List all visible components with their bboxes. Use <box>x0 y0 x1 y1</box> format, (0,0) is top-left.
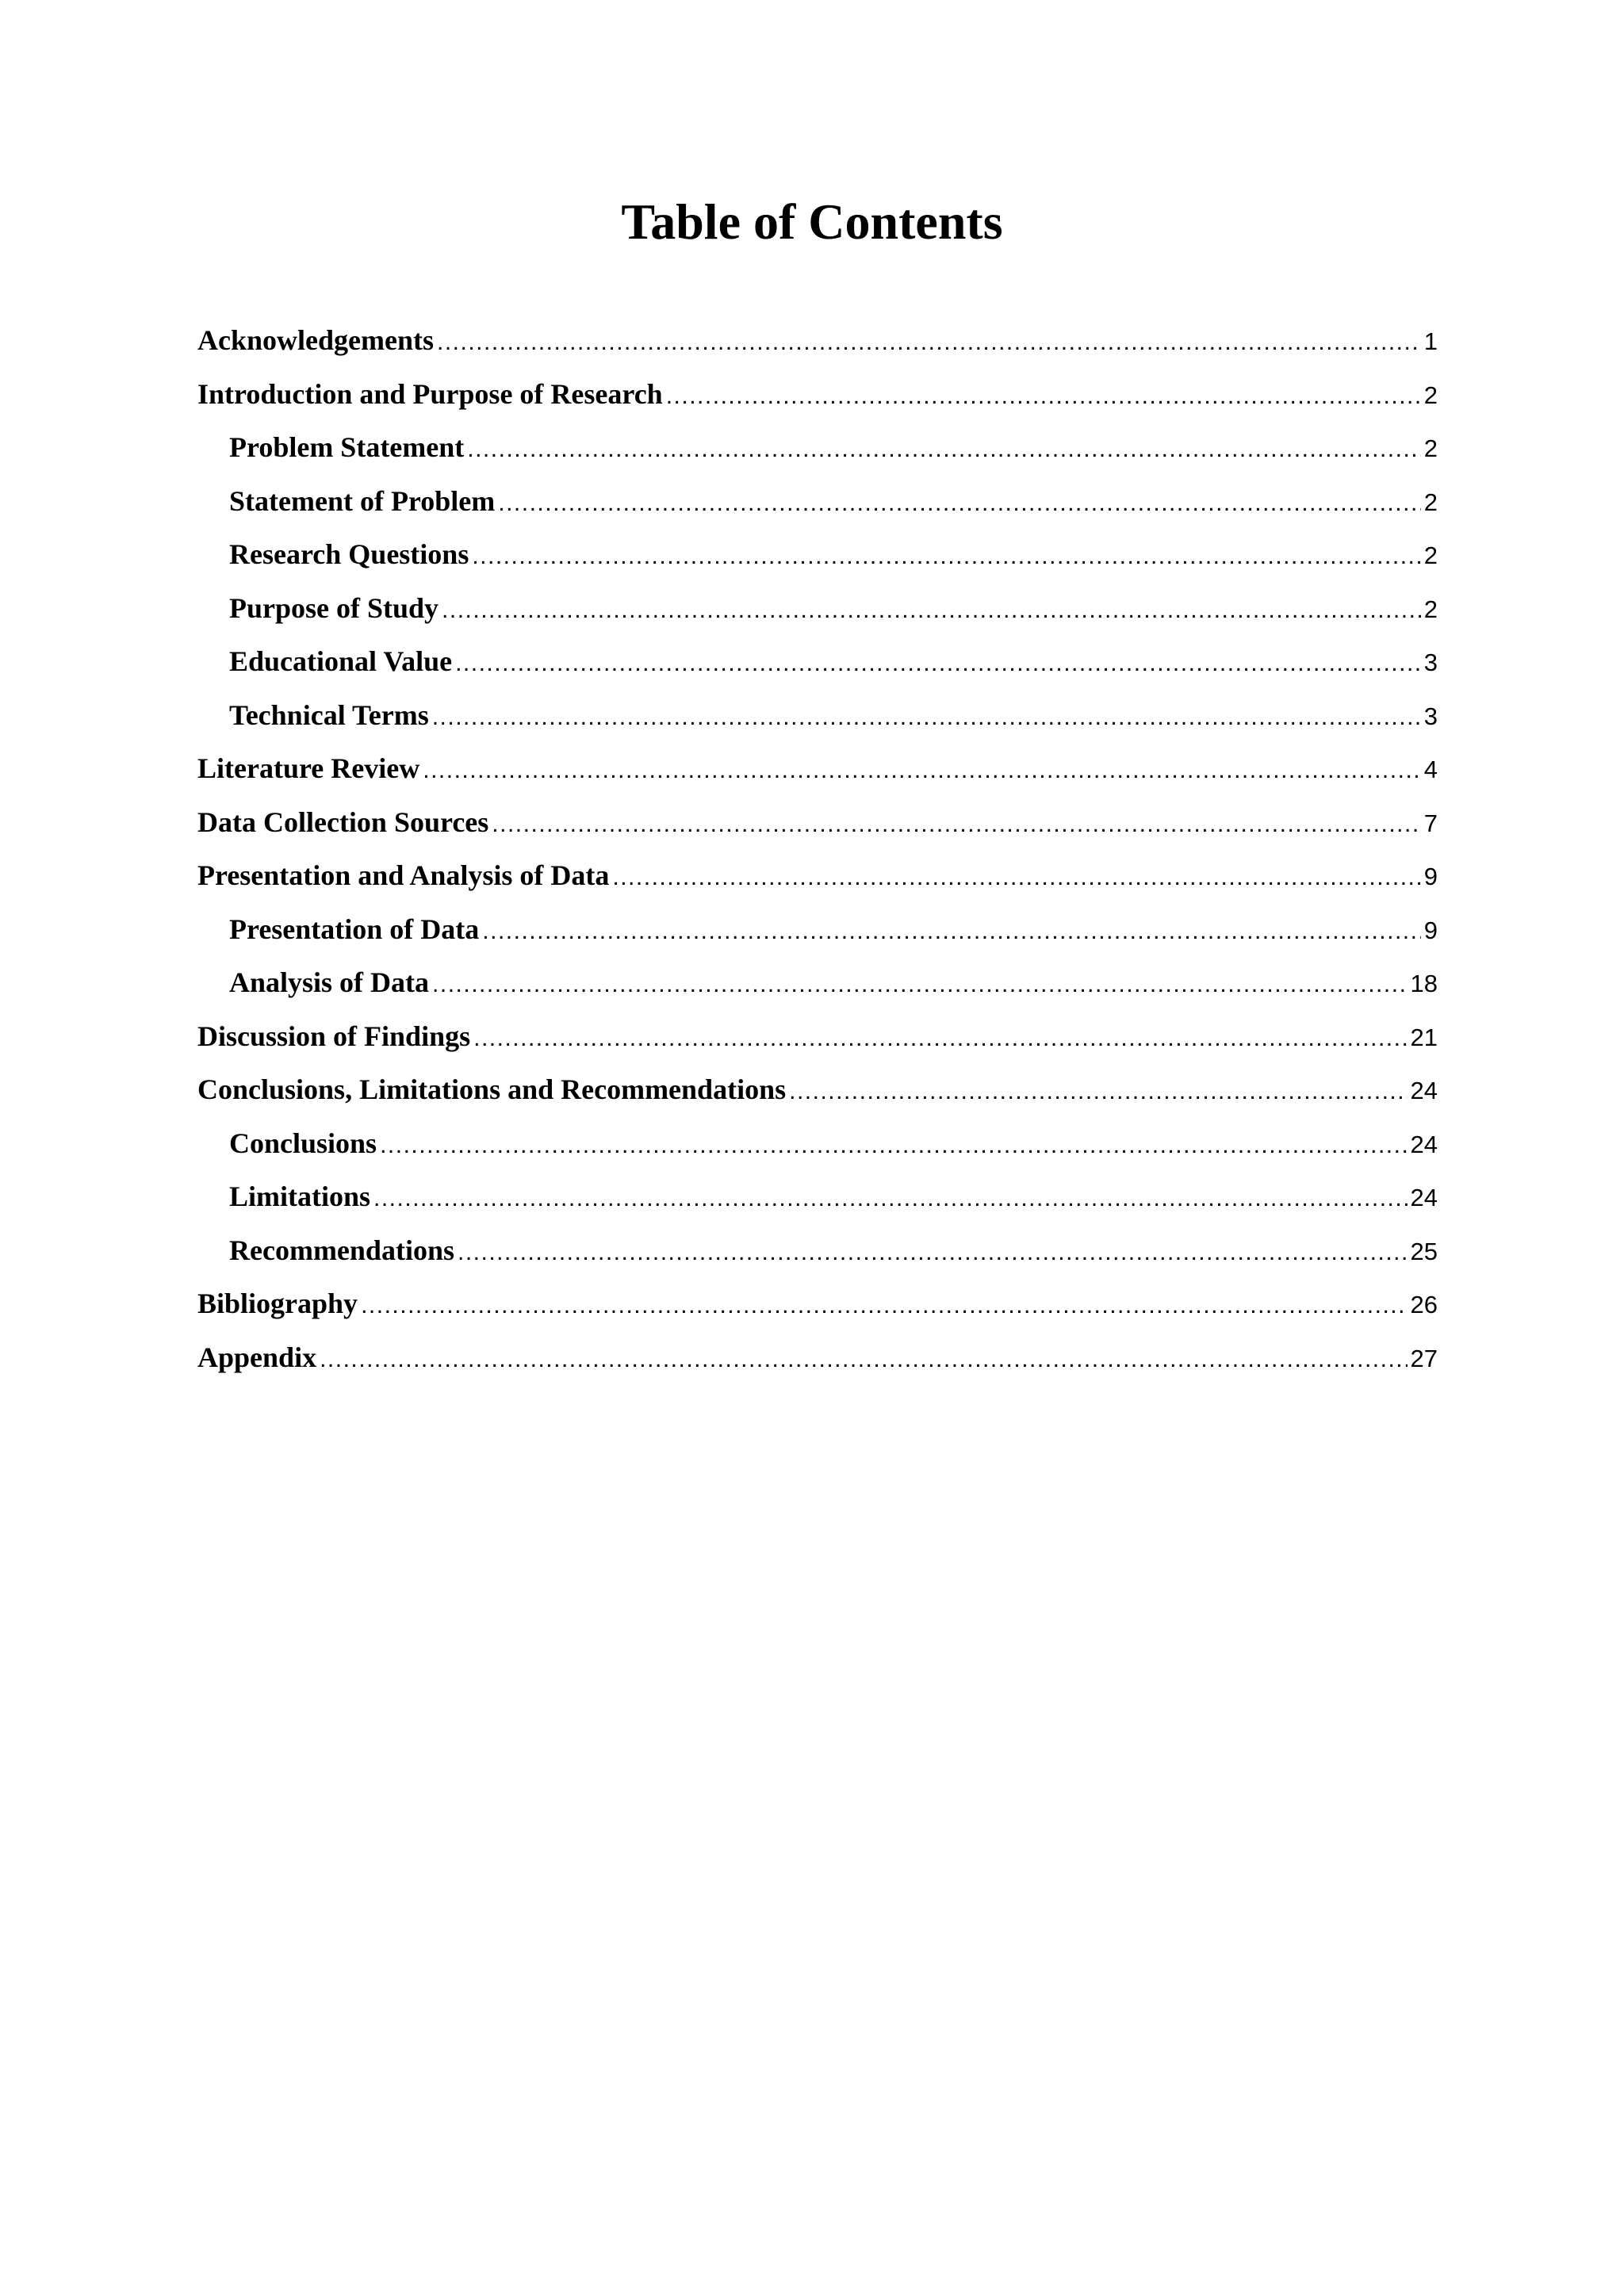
dot-leader <box>437 316 1421 369</box>
toc-entry-page-number: 9 <box>1423 863 1438 890</box>
toc-entry[interactable] <box>197 1117 1438 1171</box>
toc-entry-page-number: 2 <box>1423 488 1438 516</box>
toc-entry[interactable] <box>197 475 1438 529</box>
toc-entry[interactable] <box>197 796 1438 850</box>
dot-leader <box>361 1279 1407 1333</box>
toc-entry[interactable] <box>197 1277 1438 1331</box>
toc-entry-label: Conclusions <box>229 1127 377 1159</box>
dot-leader <box>380 1119 1407 1173</box>
dot-leader <box>473 1012 1407 1066</box>
dot-leader <box>423 744 1421 798</box>
dot-leader <box>492 798 1420 851</box>
toc-entry[interactable] <box>197 689 1438 743</box>
dot-leader <box>320 1333 1407 1387</box>
toc-entry-label: Statement of Problem <box>229 484 496 517</box>
dot-leader <box>458 1226 1408 1280</box>
toc-entry-page-number: 24 <box>1410 1130 1438 1158</box>
toc-entry[interactable] <box>197 956 1438 1010</box>
dot-leader <box>482 905 1420 959</box>
toc-entry-label: Educational Value <box>229 645 453 677</box>
toc-entry-label: Data Collection Sources <box>197 806 489 838</box>
toc-entry-page-number: 4 <box>1423 756 1438 783</box>
toc-entry-page-number: 24 <box>1410 1184 1438 1211</box>
toc-entry-page-number: 2 <box>1423 595 1438 623</box>
toc-entry[interactable] <box>197 903 1438 957</box>
toc-entry-page-number: 18 <box>1410 970 1438 997</box>
toc-entry-page-number: 21 <box>1410 1023 1438 1051</box>
toc-entry-label: Conclusions, Limitations and Recommendations <box>197 1073 787 1105</box>
toc-entry-label: Purpose of Study <box>229 591 439 624</box>
toc-entry-label: Research Questions <box>229 538 469 570</box>
toc-entry-label: Limitations <box>229 1181 371 1212</box>
toc-entry[interactable] <box>197 1224 1438 1278</box>
dot-leader <box>472 530 1420 584</box>
toc-entry[interactable] <box>197 1331 1438 1385</box>
toc-entry-label: Analysis of Data <box>229 966 430 998</box>
dot-leader <box>612 851 1420 905</box>
toc-entry-label: Problem Statement <box>229 431 465 463</box>
toc-entry-page-number: 3 <box>1423 702 1438 730</box>
toc-entry-label: Appendix <box>197 1341 317 1373</box>
toc-entry-page-number: 2 <box>1423 541 1438 569</box>
toc-entry-label: Presentation of Data <box>229 913 480 945</box>
toc-entry-label: Literature Review <box>197 752 420 784</box>
toc-entry-page-number: 1 <box>1423 327 1438 355</box>
toc-entry-page-number: 27 <box>1410 1344 1438 1372</box>
dot-leader <box>373 1172 1408 1226</box>
toc-entry-label: Acknowledgements <box>197 324 434 356</box>
toc-entry-label: Technical Terms <box>229 698 429 731</box>
toc-entry-page-number: 7 <box>1423 809 1438 837</box>
toc-entry-page-number: 2 <box>1423 381 1438 409</box>
toc-entry-page-number: 9 <box>1423 916 1438 944</box>
table-of-contents <box>197 314 1438 1384</box>
toc-entry-label: Introduction and Purpose of Research <box>197 377 663 410</box>
dot-leader <box>442 584 1421 637</box>
dot-leader <box>498 476 1421 530</box>
dot-leader <box>455 637 1421 691</box>
toc-entry[interactable] <box>197 314 1438 368</box>
toc-entry-page-number: 3 <box>1423 649 1438 676</box>
toc-entry[interactable] <box>197 1170 1438 1224</box>
toc-entry-page-number: 26 <box>1410 1291 1438 1318</box>
page-title: Table of Contents <box>621 193 1003 250</box>
toc-entry-label: Presentation and Analysis of Data <box>197 859 610 891</box>
dot-leader <box>432 691 1421 744</box>
dot-leader <box>432 958 1407 1012</box>
toc-entry[interactable] <box>197 849 1438 903</box>
toc-entry[interactable] <box>197 635 1438 689</box>
toc-entry-label: Bibliography <box>197 1288 358 1319</box>
dot-leader <box>467 423 1420 476</box>
toc-entry[interactable] <box>197 1063 1438 1117</box>
toc-entry[interactable] <box>197 582 1438 636</box>
toc-entry-label: Discussion of Findings <box>197 1020 471 1052</box>
toc-entry[interactable] <box>197 742 1438 796</box>
toc-entry-page-number: 24 <box>1410 1077 1438 1104</box>
toc-entry-page-number: 2 <box>1423 434 1438 462</box>
toc-entry-label: Recommendations <box>229 1234 454 1266</box>
toc-entry[interactable] <box>197 368 1438 422</box>
dot-leader <box>789 1065 1407 1119</box>
toc-entry-page-number: 25 <box>1410 1237 1438 1265</box>
toc-entry[interactable] <box>197 421 1438 475</box>
toc-entry[interactable] <box>197 1010 1438 1064</box>
toc-entry[interactable] <box>197 528 1438 582</box>
dot-leader <box>666 369 1421 423</box>
